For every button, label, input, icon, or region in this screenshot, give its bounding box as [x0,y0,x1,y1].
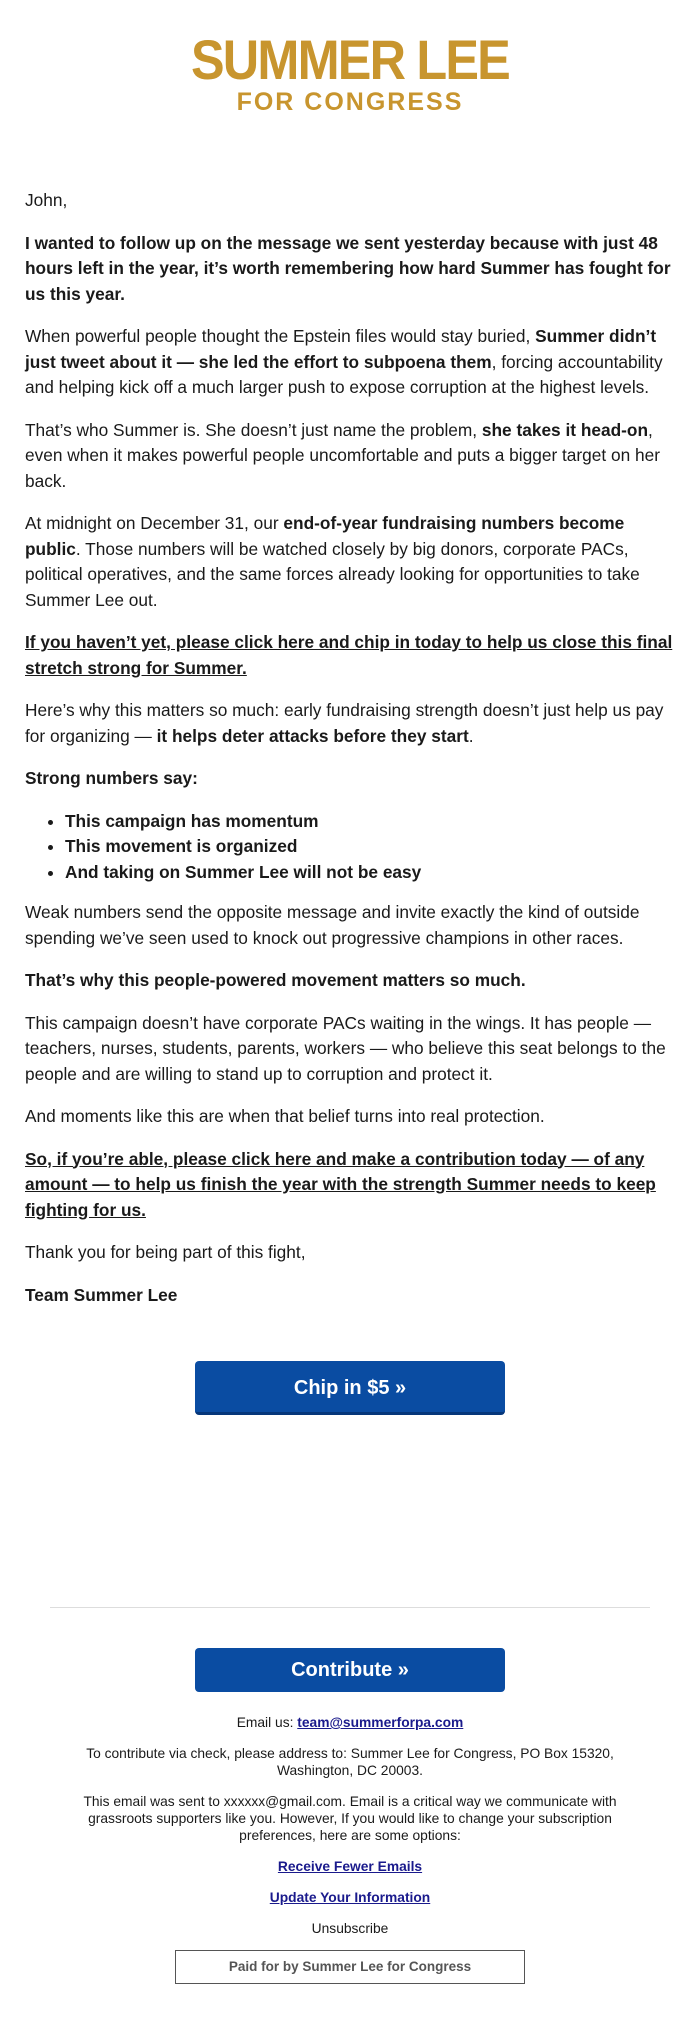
email-us-link[interactable]: team@summerforpa.com [297,1715,464,1730]
unsubscribe-line [75,1920,625,1937]
check-address-text: To contribute via check, please address to: Summer Lee for Congress, PO Box 15320, Washington, DC 20003. [86,1746,614,1778]
sent-to-text: This email was sent to xxxxxx@gmail.com. Email is a critical way we communicate with grassroots supporters like you. However, If you would like to change your subscription preferences, here are some options: [83,1794,617,1843]
protection-paragraph: And moments like this are when that belief turns into real protection. [25,1106,545,1126]
email-us-label: Email us: [236,1715,298,1730]
deadline-text-a: At midnight on December 31, our [25,513,284,533]
email-footer [75,1714,625,1951]
strong-numbers-list [25,809,675,886]
who-text-bold: she takes it head-on [481,419,649,440]
email-body [25,188,675,1325]
list-item: • This movement is organized [65,834,675,860]
why-text-a: Here’s why this matters so much: early fundraising strength doesn’t just help us pay for organizing — [25,700,664,746]
intro-text: I wanted to follow up on the message we sent yesterday because with just 48 hours left in the year, it’s worth remembering how hard Summer has fought for us this year. [25,232,671,304]
epstein-text-c: , forcing accountability and helping kick off a much larger push to expose corruption at the highest levels. [25,351,663,397]
strong-numbers-text: Strong numbers say: [25,768,198,788]
contribute-button[interactable]: Contribute » [195,1648,505,1692]
deadline-text-c: . Those numbers will be watched closely by big donors, corporate PACs, political operatives, and the same forces already looking for opportunities to take Summer Lee out. [25,538,640,610]
greeting: John, [25,190,68,210]
unsubscribe-link[interactable]: Unsubscribe [311,1921,389,1936]
why-text-bold: it helps deter attacks before they start [156,725,469,746]
chip-in-button[interactable]: Chip in $5 » [195,1361,505,1415]
strong-numbers-heading [25,766,675,792]
weak-numbers-paragraph: Weak numbers send the opposite message and invite exactly the kind of outside spending we’ve seen used to knock out progressive champions in other races. [25,902,640,948]
chip-in-link-paragraph [25,630,675,681]
deadline-paragraph [25,511,675,613]
epstein-text-a: When powerful people thought the Epstein files would stay buried, [25,326,536,346]
signature-text: Team Summer Lee [25,1284,178,1305]
fewer-emails-line [75,1858,625,1875]
email-us-line [75,1714,625,1731]
signature [25,1283,675,1309]
movement-paragraph [25,968,675,994]
list-item: • This campaign has momentum [65,809,675,835]
why-text-c: . [468,725,474,746]
paid-for-disclaimer: Paid for by Summer Lee for Congress [175,1950,525,1984]
update-information-link[interactable]: Update Your Information [269,1890,431,1905]
why-matters-paragraph [25,698,675,749]
logo-subtitle: FOR CONGRESS [236,88,464,116]
who-summer-is-paragraph [25,418,675,495]
intro-paragraph [25,231,675,308]
epstein-paragraph [25,324,675,401]
movement-text: That’s why this people-powered movement matters so much. [25,970,526,990]
list-item: • And taking on Summer Lee will not be easy [65,860,675,886]
logo-title: SUMMER LEE [190,28,510,91]
who-text-a: That’s who Summer is. She doesn’t just name the problem, [25,419,482,440]
receive-fewer-emails-link[interactable]: Receive Fewer Emails [277,1859,423,1874]
contribute-link-paragraph [25,1147,675,1224]
campaign-logo [0,0,700,124]
contribute-link[interactable]: So, if you’re able, please click here and make a contribution today — of any amount — to help us finish the year with the strength Summer needs to keep fighting for us. [25,1148,656,1220]
chip-in-link[interactable]: If you haven’t yet, please click here and chip in today to help us close this final stretch strong for Summer. [25,632,673,678]
who-text-c: , even when it makes powerful people uncomfortable and puts a bigger target on her back. [25,419,661,491]
epstein-text-bold: Summer didn’t just tweet about it — she led the effort to subpoena them [25,326,657,372]
footer-divider [50,1607,650,1608]
update-info-line [75,1889,625,1906]
closing-line: Thank you for being part of this fight, [25,1242,306,1262]
people-paragraph: This campaign doesn’t have corporate PACs waiting in the wings. It has people — teachers, nurses, students, parents, workers — who believe this seat belongs to the people and are willing to stand up to corruption and protect it. [25,1012,666,1084]
deadline-text-bold: end-of-year fundraising numbers become public [25,513,625,559]
